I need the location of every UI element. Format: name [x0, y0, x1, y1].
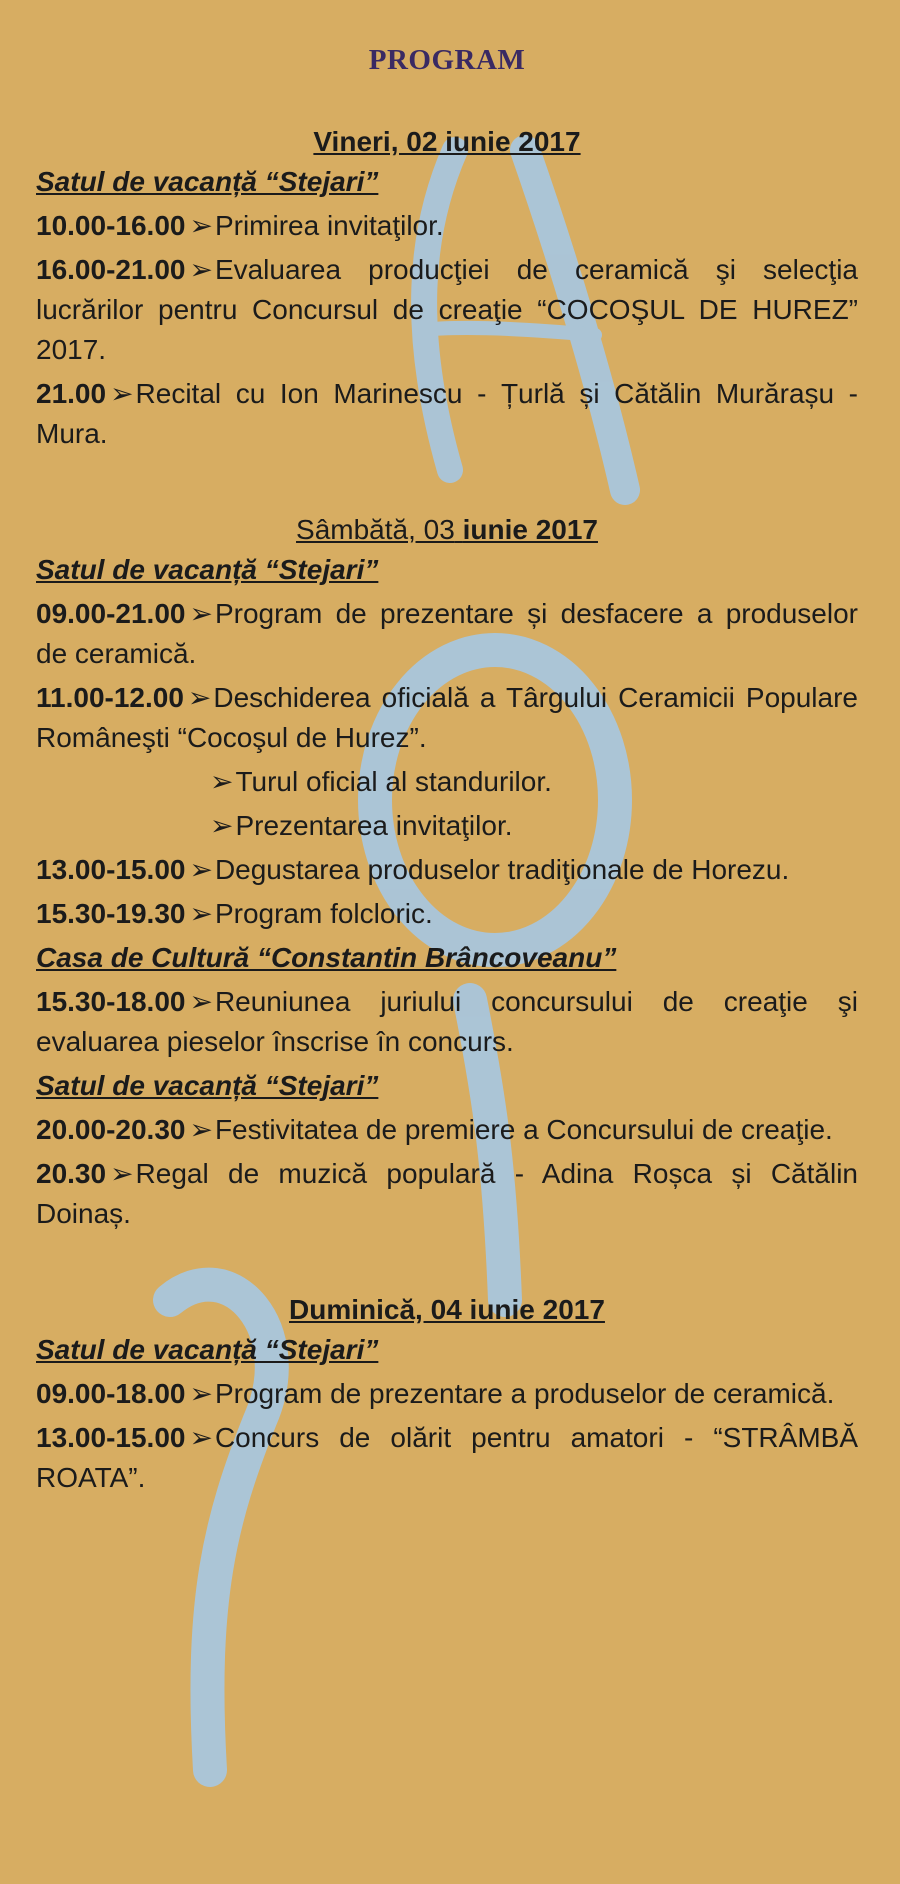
arrow-icon: ➢ [189, 986, 213, 1017]
day-heading: Vineri, 02 iunie 2017 [313, 126, 581, 157]
venue-heading: Satul de vacanță “Stejari” [36, 166, 379, 197]
item-time: 21.00 [36, 378, 107, 409]
arrow-icon: ➢ [189, 854, 213, 885]
schedule-item [36, 894, 858, 934]
item-time: 13.00-15.00 [36, 854, 186, 885]
item-text: Turul oficial al standurilor. [235, 766, 552, 797]
venue-heading: Satul de vacanță “Stejari” [36, 1334, 379, 1365]
schedule-item [36, 250, 858, 370]
schedule-item [36, 206, 858, 246]
schedule-item [36, 982, 858, 1062]
item-time: 15.30-19.30 [36, 898, 186, 929]
item-text: Degustarea produselor tradiţionale de Horezu. [214, 854, 790, 885]
item-text: Reuniunea juriului concursului de creaţie şi evaluarea pieselor înscrise în concurs. [36, 986, 858, 1057]
item-text: Recital cu Ion Marinescu - Țurlă și Cătălin Murărașu - Mura. [36, 378, 858, 449]
day-section-1 [36, 122, 858, 454]
item-text: Primirea invitaţilor. [214, 210, 444, 241]
venue-heading: Satul de vacanță “Stejari” [36, 1070, 379, 1101]
item-text: Concurs de olărit pentru amatori - “STRÂMBĂ ROATA”. [36, 1422, 858, 1493]
schedule-item [36, 374, 858, 454]
item-text: Deschiderea oficială a Târgului Ceramicii Populare Româneşti “Cocoşul de Hurez”. [36, 682, 858, 753]
schedule-subitem [36, 806, 858, 846]
arrow-icon: ➢ [210, 766, 234, 797]
page-title: PROGRAM [368, 44, 526, 76]
arrow-icon: ➢ [189, 1378, 213, 1409]
arrow-icon: ➢ [189, 1422, 213, 1453]
day-section-3 [36, 1290, 858, 1498]
day-heading-plain: Sâmbătă, 03 [296, 514, 455, 545]
arrow-icon: ➢ [189, 210, 213, 241]
venue-heading: Satul de vacanță “Stejari” [36, 554, 379, 585]
program-document [36, 30, 858, 1502]
schedule-subitem [36, 762, 858, 802]
arrow-icon: ➢ [210, 810, 234, 841]
item-time: 15.30-18.00 [36, 986, 186, 1017]
arrow-icon: ➢ [189, 598, 213, 629]
venue-heading: Casa de Cultură “Constantin Brâncoveanu” [36, 942, 617, 973]
day-heading: Duminică, 04 iunie 2017 [289, 1294, 605, 1325]
arrow-icon: ➢ [110, 1158, 134, 1189]
item-time: 11.00-12.00 [36, 682, 184, 713]
item-time: 20.30 [36, 1158, 107, 1189]
day-section-2 [36, 510, 858, 1234]
item-text: Regal de muzică populară - Adina Roșca și Cătălin Doinaș. [36, 1158, 858, 1229]
item-text: Festivitatea de premiere a Concursului de creaţie. [214, 1114, 833, 1145]
schedule-item [36, 1154, 858, 1234]
item-time: 09.00-21.00 [36, 598, 186, 629]
arrow-icon: ➢ [189, 254, 213, 285]
arrow-icon: ➢ [189, 898, 213, 929]
item-text: Program de prezentare și desfacere a produselor de ceramică. [36, 598, 858, 669]
schedule-item [36, 850, 858, 890]
schedule-item [36, 1374, 858, 1414]
item-text: Prezentarea invitaţilor. [235, 810, 513, 841]
schedule-item [36, 594, 858, 674]
item-text: Evaluarea producţiei de ceramică şi selecţia lucrărilor pentru Concursul de creaţie “COCOŞUL DE HUREZ” 2017. [36, 254, 858, 365]
schedule-item [36, 678, 858, 758]
day-heading-bold: iunie 2017 [462, 514, 598, 545]
item-text: Program folcloric. [214, 898, 433, 929]
day-heading [36, 510, 858, 550]
item-text: Program de prezentare a produselor de ceramică. [214, 1378, 835, 1409]
item-time: 13.00-15.00 [36, 1422, 186, 1453]
schedule-item [36, 1418, 858, 1498]
arrow-icon: ➢ [187, 682, 212, 713]
item-time: 16.00-21.00 [36, 254, 186, 285]
item-time: 20.00-20.30 [36, 1114, 186, 1145]
schedule-item [36, 1110, 858, 1150]
item-time: 09.00-18.00 [36, 1378, 186, 1409]
arrow-icon: ➢ [189, 1114, 213, 1145]
item-time: 10.00-16.00 [36, 210, 186, 241]
arrow-icon: ➢ [110, 378, 134, 409]
